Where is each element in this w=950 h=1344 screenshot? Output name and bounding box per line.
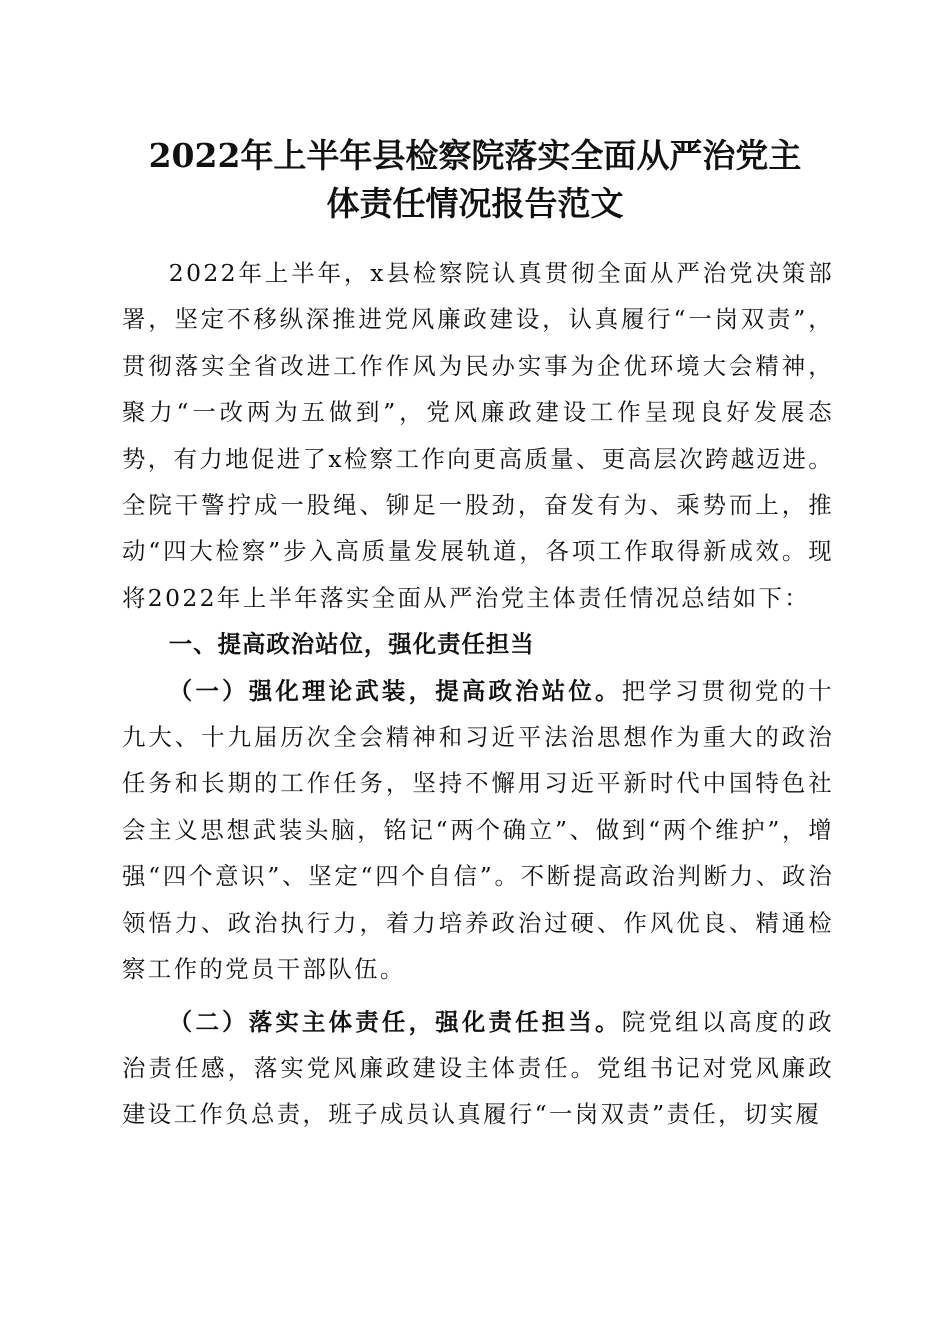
subsection-text-2: 院党组以高度的政治责任感，落实党风廉政建设主体责任。党组书记对党风廉政建设工作负总责，班子成员认真履行“一岗双责”责任，切实履 [122, 1007, 834, 1129]
document-body [122, 250, 834, 1138]
subsection-paragraph-1 [122, 668, 834, 993]
subsection-paragraph-2 [122, 999, 834, 1138]
section-heading-1: 一、提高政治站位，强化责任担当 [168, 630, 535, 659]
subsection-heading-2: （二）落实主体责任，强化责任担当。 [168, 1007, 622, 1036]
title-line-2: 体责任情况报告范文 [326, 184, 624, 223]
intro-paragraph: 2022年上半年，x县检察院认真贯彻全面从严治党决策部署，坚定不移纵深推进党风廉政建设，认真履行“一岗双责”，贯彻落实全省改进工作作风为民办实事为企优环境大会精神，聚力“一改两为五做到”，党风廉政建设工作呈现良好发展态势，有力地促进了x检察工作向更高质量、更高层次跨越迈进。全院干警拧成一股绳、铆足一股劲，奋发有为、乘势而上，推动“四大检察”步入高质量发展轨道，各项工作取得新成效。现将2022年上半年落实全面从严治党主体责任情况总结如下： [122, 259, 834, 612]
subsection-text-1: 把学习贯彻党的十九大、十九届历次全会精神和习近平法治思想作为重大的政治任务和长期的工作任务，坚持不懈用习近平新时代中国特色社会主义思想武装头脑，铭记“两个确立”、做到“两个维护”，增强“四个意识”、坚定“四个自信”。不断提高政治判断力、政治领悟力、政治执行力，着力培养政治过硬、作风优良、精通检察工作的党员干部队伍。 [122, 676, 834, 984]
title-line-1: 2022年上半年县检察院落实全面从严治党主 [148, 136, 802, 175]
subsection-heading-1: （一）强化理论武装，提高政治站位。 [168, 676, 622, 705]
document-title [100, 132, 850, 228]
